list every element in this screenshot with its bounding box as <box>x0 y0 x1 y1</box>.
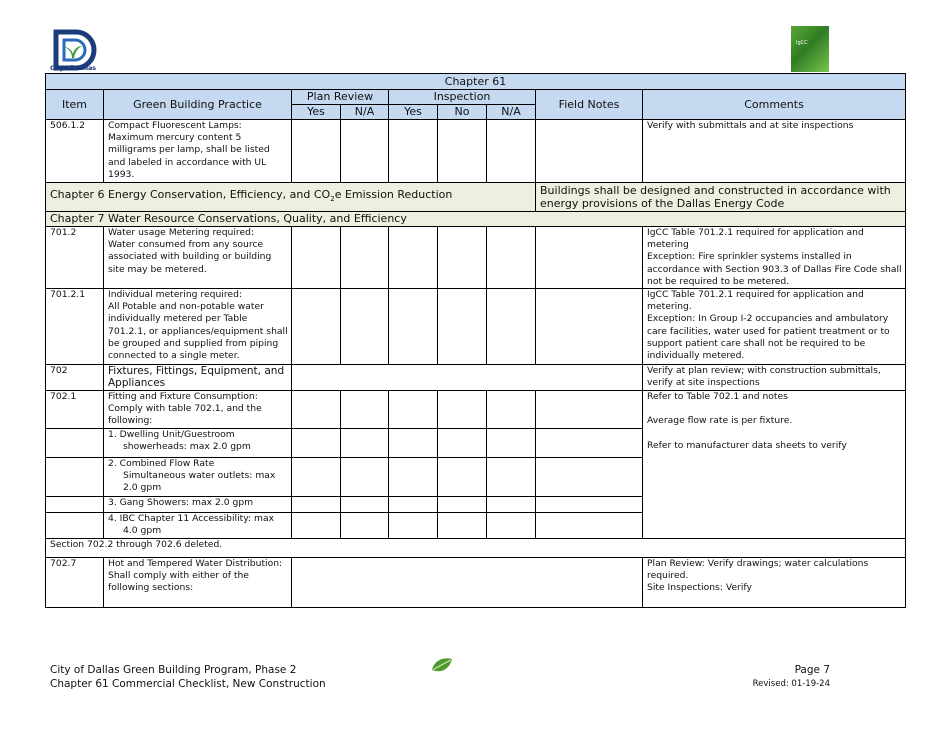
field-notes-cell[interactable] <box>536 429 643 458</box>
practice-title: Fitting and Fixture Consumption: <box>108 391 258 403</box>
deleted-sections-note: Section 702.2 through 702.6 deleted. <box>46 539 906 558</box>
comments-cell: Verify with submittals and at site inspections <box>643 120 906 183</box>
comments-cell: IgCC Table 701.2.1 required for application and metering Exception: Fire sprinkler systems installed in accordance with Section 903.3 of Dallas Fire Code shall not be required to be metered. <box>643 227 906 289</box>
insp-na-cell[interactable] <box>487 289 536 365</box>
item-cell <box>46 458 104 497</box>
item-cell <box>46 497 104 513</box>
practice-title: Compact Fluorescent Lamps: <box>108 120 242 131</box>
insp-no-cell[interactable] <box>438 458 487 497</box>
field-notes-cell[interactable] <box>536 497 643 513</box>
insp-no-cell[interactable] <box>438 497 487 513</box>
insp-yes-cell[interactable] <box>389 497 438 513</box>
revised-date: Revised: 01-19-24 <box>752 679 830 689</box>
field-notes-cell[interactable] <box>536 289 643 365</box>
checklist-table <box>45 73 906 608</box>
insp-na-cell[interactable] <box>487 497 536 513</box>
comments-cell: Verify at plan review; with construction submittals, verify at site inspections <box>643 365 906 391</box>
practice-body: Comply with table 702.1, and the following: <box>108 403 262 427</box>
insp-no-cell[interactable] <box>438 289 487 365</box>
comments-cell: IgCC Table 701.2.1 required for application and metering. Exception: In Group I-2 occupancies and ambulatory care facilities, water used for patient treatment or to support patient care shall not be required to be individually metered. <box>643 289 906 365</box>
item-cell <box>46 429 104 458</box>
practice-title: Individual metering required: <box>108 289 243 301</box>
item-cell: 702.7 <box>46 558 104 608</box>
page-number: Page 7 <box>794 664 830 676</box>
table-row <box>46 227 906 289</box>
plan-yes-cell[interactable] <box>292 227 341 289</box>
field-notes-cell[interactable] <box>536 227 643 289</box>
insp-yes-cell[interactable] <box>389 391 438 429</box>
insp-na-cell[interactable] <box>487 391 536 429</box>
insp-no-cell[interactable] <box>438 391 487 429</box>
item-cell: 702 <box>46 365 104 391</box>
insp-na-cell[interactable] <box>487 227 536 289</box>
practice-cell: Hot and Tempered Water Distribution: Shall comply with either of the following sections: <box>104 558 292 608</box>
insp-yes-header: Yes <box>389 105 438 120</box>
item-cell: 701.2.1 <box>46 289 104 365</box>
chapter-6-note: Buildings shall be designed and constructed in accordance with energy provisions of the Dallas Energy Code <box>536 183 906 212</box>
insp-no-cell[interactable] <box>438 227 487 289</box>
insp-yes-cell[interactable] <box>389 429 438 458</box>
plan-na-cell[interactable] <box>341 120 389 183</box>
plan-yes-cell[interactable] <box>292 120 341 183</box>
item-cell: 506.1.2 <box>46 120 104 183</box>
insp-na-cell[interactable] <box>487 120 536 183</box>
table-row <box>46 120 906 183</box>
plan-na-cell[interactable] <box>341 391 389 429</box>
practice-header: Green Building Practice <box>104 90 292 120</box>
plan-na-cell[interactable] <box>341 497 389 513</box>
table-row <box>46 539 906 558</box>
plan-yes-cell[interactable] <box>292 289 341 365</box>
practice-cell: 2. Combined Flow Rate Simultaneous water outlets: max 2.0 gpm <box>104 458 292 497</box>
plan-review-header: Plan Review <box>292 90 389 105</box>
plan-na-cell[interactable] <box>341 458 389 497</box>
insp-no-cell[interactable] <box>438 120 487 183</box>
table-row <box>46 289 906 365</box>
chapter-title: Chapter 61 <box>46 74 906 90</box>
footer-right <box>753 663 830 691</box>
plan-na-cell[interactable] <box>341 227 389 289</box>
leaf-icon <box>430 656 454 676</box>
insp-na-cell[interactable] <box>487 429 536 458</box>
table-row <box>46 558 906 608</box>
plan-na-header: N/A <box>341 105 389 120</box>
footer-program: City of Dallas Green Building Program, Phase 2 <box>50 664 297 676</box>
practice-cell: 1. Dwelling Unit/Guestroom showerheads: max 2.0 gpm <box>104 429 292 458</box>
plan-na-cell[interactable] <box>341 429 389 458</box>
practice-title: Water usage Metering required: <box>108 227 255 238</box>
practice-cell <box>104 391 292 429</box>
chapter-row <box>46 212 906 227</box>
insp-yes-cell[interactable] <box>389 120 438 183</box>
practice-cell <box>104 227 292 289</box>
plan-yes-cell[interactable] <box>292 391 341 429</box>
plan-yes-cell[interactable] <box>292 513 341 539</box>
field-notes-header: Field Notes <box>536 90 643 120</box>
insp-yes-cell[interactable] <box>389 289 438 365</box>
footer-checklist: Chapter 61 Commercial Checklist, New Construction <box>50 678 326 690</box>
insp-yes-cell[interactable] <box>389 227 438 289</box>
chapter-6-title: Chapter 6 Energy Conservation, Efficiency, and $CO_2e$ Emission Reduction <box>46 183 536 212</box>
plan-yes-header: Yes <box>292 105 341 120</box>
comments-cell: Refer to Table 702.1 and notes Average flow rate is per fixture. Refer to manufacturer data sheets to verify <box>643 391 906 539</box>
practice-body: Maximum mercury content 5 milligrams per lamp, shall be listed and labeled in accordance with UL 1993. <box>108 132 270 180</box>
plan-yes-cell[interactable] <box>292 429 341 458</box>
insp-no-cell[interactable] <box>438 513 487 539</box>
practice-cell <box>104 289 292 365</box>
inspection-header: Inspection <box>389 90 536 105</box>
practice-cell: 4. IBC Chapter 11 Accessibility: max 4.0 gpm <box>104 513 292 539</box>
practice-body: Water consumed from any source associated with building or building site may be metered. <box>108 239 272 275</box>
insp-yes-cell[interactable] <box>389 458 438 497</box>
footer-left <box>50 663 326 691</box>
plan-na-cell[interactable] <box>341 289 389 365</box>
table-row <box>46 365 906 391</box>
insp-na-cell[interactable] <box>487 513 536 539</box>
insp-na-header: N/A <box>487 105 536 120</box>
logo-caption: City of Dallas <box>50 64 96 72</box>
table-row <box>46 391 906 429</box>
practice-cell <box>104 120 292 183</box>
plan-yes-cell[interactable] <box>292 497 341 513</box>
chapter-7-title: Chapter 7 Water Resource Conservations, Quality, and Efficiency <box>46 212 906 227</box>
item-cell: 702.1 <box>46 391 104 429</box>
item-cell: 701.2 <box>46 227 104 289</box>
plan-na-cell[interactable] <box>341 513 389 539</box>
field-notes-cell[interactable] <box>536 391 643 429</box>
practice-cell: Fixtures, Fittings, Equipment, and Appliances <box>104 365 292 391</box>
insp-no-cell[interactable] <box>438 429 487 458</box>
plan-yes-cell[interactable] <box>292 458 341 497</box>
comments-cell: Plan Review: Verify drawings; water calculations required. Site Inspections: Verify <box>643 558 906 608</box>
insp-no-header: No <box>438 105 487 120</box>
chapter-row <box>46 183 906 212</box>
insp-na-cell[interactable] <box>487 458 536 497</box>
field-notes-cell[interactable] <box>536 120 643 183</box>
blank-span-cell <box>292 558 643 608</box>
comments-header: Comments <box>643 90 906 120</box>
practice-body: All Potable and non-potable water individually metered per Table 701.2.1, or appliances/equipment shall be grouped and supplied from piping connected to a single meter. <box>108 301 288 362</box>
item-cell <box>46 513 104 539</box>
igcc-book-cover: IgCC <box>791 26 829 72</box>
insp-yes-cell[interactable] <box>389 513 438 539</box>
practice-cell: 3. Gang Showers: max 2.0 gpm <box>104 497 292 513</box>
field-notes-cell[interactable] <box>536 458 643 497</box>
item-header: Item <box>46 90 104 120</box>
field-notes-cell[interactable] <box>536 513 643 539</box>
blank-span-cell <box>292 365 643 391</box>
